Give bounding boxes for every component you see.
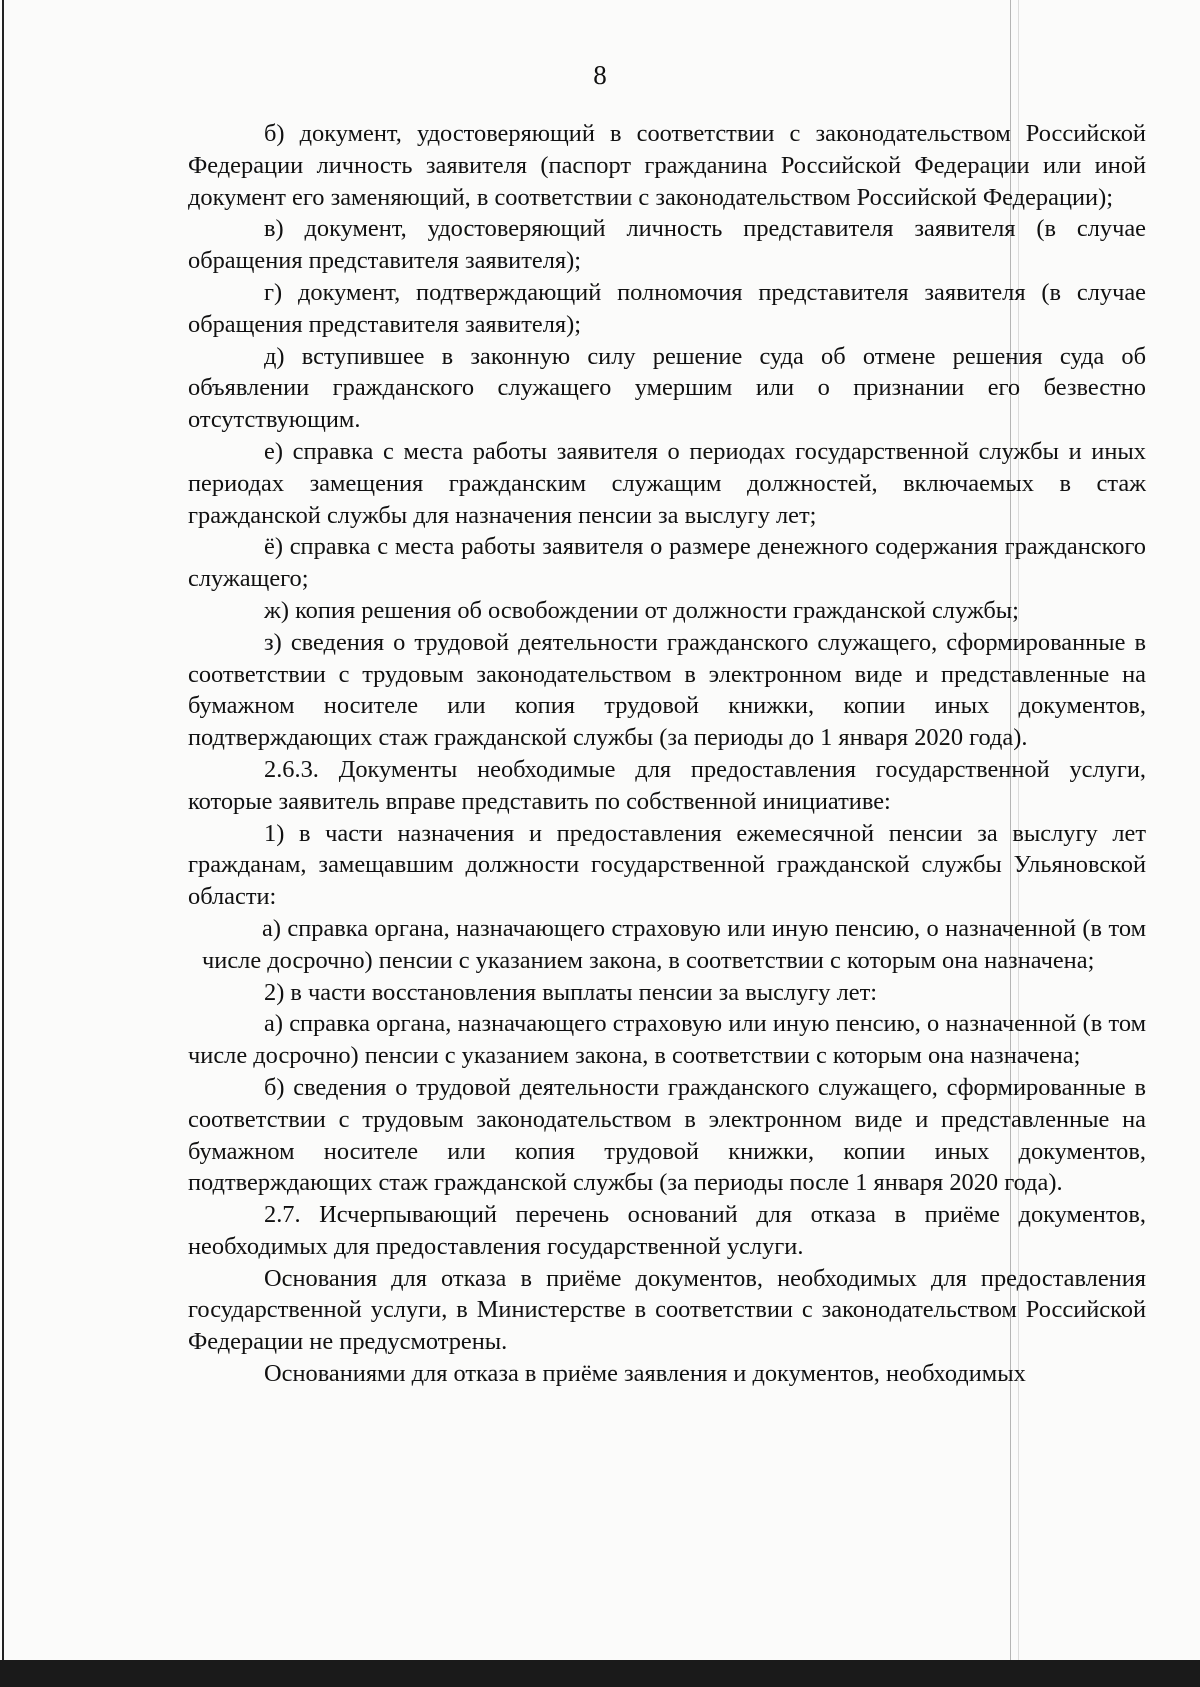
scan-left-edge	[2, 0, 4, 1687]
page-number: 8	[593, 60, 607, 90]
paragraph-item-g: г) документ, подтверждающий полномочия представителя заявителя (в случае обращения представителя заявителя);	[188, 278, 1146, 338]
paragraph-item-v: в) документ, удостоверяющий личность представителя заявителя (в случае обращения представителя заявителя);	[188, 215, 1146, 275]
paragraph-subitem-1a: а) справка органа, назначающего страховую или иную пенсию, о назначенной (в том числе досрочно) пенсии с указанием закона, в соответствии с которым она назначена;	[202, 914, 1146, 974]
paragraph-grounds-ministry: Основания для отказа в приёме документов, необходимых для предоставления государственной услуги, в Министерстве в соответствии с законодательством Российской Федерации не предусмотрены.	[188, 1264, 1146, 1356]
paragraph-item-yo: ё) справка с места работы заявителя о размере денежного содержания гражданского служащего;	[188, 533, 1146, 593]
scan-bottom-edge	[0, 1660, 1200, 1687]
paragraph-item-z: з) сведения о трудовой деятельности гражданского служащего, сформированные в соответствии с трудовым законодательством в электронном виде и представленные на бумажном носителе или копия трудовой книжки, копии иных документов, подтверждающих стаж гражданской службы (за периоды до 1 января 2020 года).	[188, 628, 1146, 752]
paragraph-grounds-refusal: Основаниями для отказа в приёме заявления и документов, необходимых	[264, 1360, 1026, 1388]
paragraph-item-zh: ж) копия решения об освобождении от должности гражданской службы;	[264, 596, 1019, 624]
paragraph-item-b: б) документ, удостоверяющий в соответствии с законодательством Российской Федерации личность заявителя (паспорт гражданина Российской Федерации или иной документ его заменяющий, в соответствии с законодательством Российской Федерации);	[188, 120, 1146, 211]
paragraph-subitem-2a: а) справка органа, назначающего страховую или иную пенсию, о назначенной (в том числе досрочно) пенсии с указанием закона, в соответствии с которым она назначена;	[188, 1010, 1146, 1070]
paragraph-subitem-2: 2) в части восстановления выплаты пенсии за выслугу лет:	[264, 978, 878, 1006]
paragraph-subitem-2b: б) сведения о трудовой деятельности гражданского служащего, сформированные в соответствии с трудовым законодательством в электронном виде и представленные на бумажном носителе или копия трудовой книжки, копии иных документов, подтверждающих стаж гражданской службы (за периоды после 1 января 2020 года).	[188, 1073, 1146, 1197]
paragraph-item-d: д) вступившее в законную силу решение суда об отмене решения суда об объявлении гражданского служащего умершим или о признании его безвестно отсутствующим.	[188, 342, 1146, 434]
paragraph-subitem-1: 1) в части назначения и предоставления ежемесячной пенсии за выслугу лет гражданам, замещавшим должности государственной гражданской службы Ульяновской области:	[188, 819, 1146, 911]
paragraph-2-7: 2.7. Исчерпывающий перечень оснований для отказа в приёме документов, необходимых для предоставления государственной услуги.	[188, 1201, 1146, 1260]
document-body	[188, 118, 1146, 1390]
paragraph-2-6-3: 2.6.3. Документы необходимые для предоставления государственной услуги, которые заявитель вправе представить по собственной инициативе:	[188, 755, 1146, 815]
paragraph-item-e: е) справка с места работы заявителя о периодах государственной службы и иных периодах замещения гражданским служащим должностей, включаемых в стаж гражданской службы для назначения пенсии за выслугу лет;	[188, 437, 1146, 529]
